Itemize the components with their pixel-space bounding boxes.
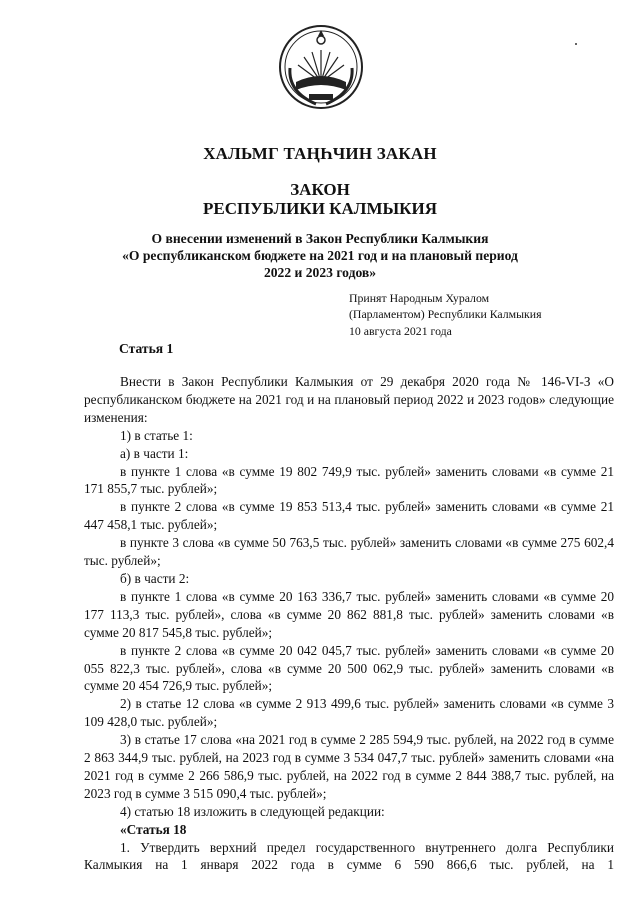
- adoption-line: (Парламентом) Республики Калмыкия: [349, 307, 542, 322]
- body-paragraph: в пункте 3 слова «в сумме 50 763,5 тыс. рублей» заменить словами «в сумме 275 602,4 тыс. рублей»;: [84, 535, 614, 569]
- body-paragraph: 3) в статье 17 слова «на 2021 год в сумме 2 285 594,9 тыс. рублей, на 2022 год в сумме 2 863 344,9 тыс. рублей, на 2023 год в сумме 3 534 047,7 тыс. рублей» заменить словами «на 2021 год в сумме 2 266 586,9 тыс. рублей, на 2022 год в сумме 2 844 388,7 тыс. рублей, на 2023 год в сумме 3 515 090,4 тыс. рублей»;: [84, 732, 614, 801]
- article-title: Статья 1: [119, 341, 174, 356]
- adoption-line: 10 августа 2021 года: [349, 323, 452, 338]
- law-heading-line1: О внесении изменений в Закон Республики Калмыкия: [151, 231, 489, 246]
- body-paragraph: 1) в статье 1:: [120, 427, 193, 443]
- law-title-line1: ЗАКОН: [290, 180, 350, 199]
- kalmykia-emblem-icon: [276, 20, 366, 112]
- scan-speck: [575, 43, 577, 45]
- body-paragraph: 4) статью 18 изложить в следующей редакции:: [120, 803, 385, 819]
- quoted-article-title: «Статья 18: [120, 821, 187, 837]
- body-paragraph: в пункте 1 слова «в сумме 20 163 336,7 тыс. рублей» заменить словами «в сумме 20 177 113,3 тыс. рублей», слова «в сумме 20 862 881,8 тыс. рублей» заменить словами «в сумме 20 817 545,8 тыс. рублей»;: [84, 588, 614, 640]
- law-heading-line3: 2022 и 2023 годов»: [263, 265, 377, 280]
- law-heading-line2: «О республиканском бюджете на 2021 год и на плановый период: [122, 248, 518, 263]
- body-paragraph: Внести в Закон Республики Калмыкия от 29 декабря 2020 года № 146-VI-З «О республиканском бюджете на 2021 год и на плановый период 2022 и 2023 годов» следующие изменения:: [84, 374, 614, 425]
- body-paragraph: в пункте 2 слова «в сумме 20 042 045,7 тыс. рублей» заменить словами «в сумме 20 055 822,3 тыс. рублей», слова «в сумме 20 500 062,9 тыс. рублей» заменить словами «в сумме 20 454 726,9 тыс. рублей»;: [84, 642, 614, 694]
- body-paragraph: в пункте 2 слова «в сумме 19 853 513,4 тыс. рублей» заменить словами «в сумме 21 447 458,1 тыс. рублей»;: [84, 499, 614, 533]
- body-paragraph: 1. Утвердить верхний предел государственного внутреннего долга Республики Калмыкия на 1 января 2022 года в сумме 6 590 866,6 тыс. рублей, на 1: [84, 839, 614, 873]
- body-paragraph: 2) в статье 12 слова «в сумме 2 913 499,6 тыс. рублей» заменить словами «в сумме 3 109 428,0 тыс. рублей»;: [84, 696, 614, 730]
- adoption-note: [349, 290, 542, 339]
- kalmyk-law-title: ХАЛЬМГ ТАҢҺЧИН ЗАКАН: [203, 144, 437, 163]
- body-paragraph: б) в части 2:: [120, 570, 190, 586]
- adoption-line: Принят Народным Хуралом: [349, 291, 490, 305]
- body-paragraph: в пункте 1 слова «в сумме 19 802 749,9 тыс. рублей» заменить словами «в сумме 21 171 855,7 тыс. рублей»;: [84, 463, 614, 497]
- article-body: [84, 373, 614, 874]
- law-title-line2: РЕСПУБЛИКИ КАЛМЫКИЯ: [202, 199, 438, 218]
- body-paragraph: а) в части 1:: [120, 445, 189, 461]
